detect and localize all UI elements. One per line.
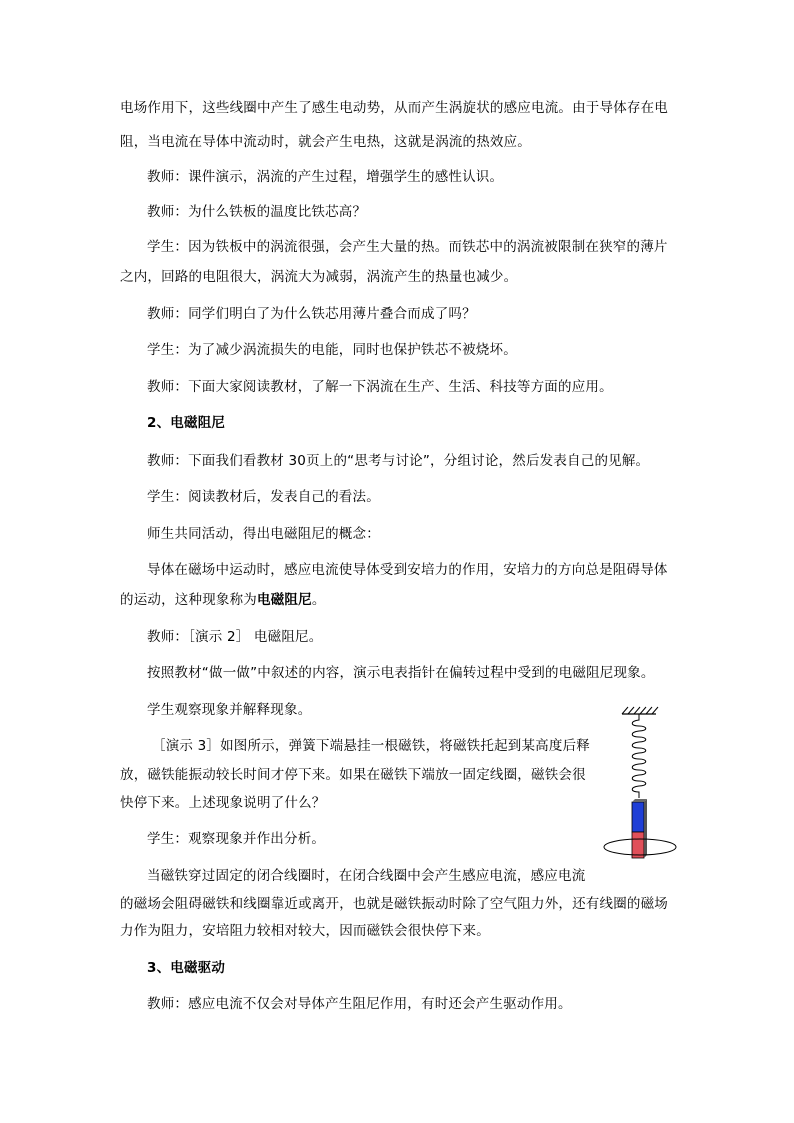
paragraph-line: 按照教材“做一做”中叙述的内容，演示电表指针在偏转过程中受到的电磁阻尼现象。 bbox=[147, 665, 655, 681]
paragraph-line: 学生观察现象并解释现象。 bbox=[147, 702, 312, 718]
paragraph-line: 学生：为了减少涡流损失的电能，同时也保护铁芯不被烧坏。 bbox=[147, 342, 517, 358]
paragraph-line: 教师：感应电流不仅会对导体产生阻尼作用，有时还会产生驱动作用。 bbox=[147, 996, 572, 1012]
ceiling-hatch bbox=[622, 707, 658, 714]
paragraph-line: 教师：下面大家阅读教材，了解一下涡流在生产、生活、科技等方面的应用。 bbox=[147, 379, 613, 395]
paragraph-line: 阻，当电流在导体中流动时，就会产生电热，这就是涡流的热效应。 bbox=[120, 134, 531, 150]
spring-icon bbox=[632, 714, 646, 798]
paragraph-line: 当磁铁穿过固定的闭合线圈时，在闭合线圈中会产生感应电流，感应电流 bbox=[147, 868, 586, 884]
paragraph-line: 教师：同学们明白了为什么铁芯用薄片叠合而成了吗？ bbox=[147, 306, 476, 322]
key-term: 电磁阻尼 bbox=[257, 592, 312, 608]
paragraph-line: 教师：为什么铁板的温度比铁芯高？ bbox=[147, 204, 367, 220]
paragraph-line: 学生：观察现象并作出分析。 bbox=[147, 831, 326, 847]
paragraph-line: 之内，回路的电阻很大，涡流大为减弱，涡流产生的热量也减少。 bbox=[120, 269, 518, 285]
paragraph-line: 学生：因为铁板中的涡流很强，会产生大量的热。而铁芯中的涡流被限制在狭窄的薄片 bbox=[147, 239, 668, 255]
paragraph-line: 教师：课件演示，涡流的产生过程，增强学生的感性认识。 bbox=[147, 169, 504, 185]
paragraph-line: ［演示 3］如图所示，弹簧下端悬挂一根磁铁，将磁铁托起到某高度后释 bbox=[152, 738, 590, 754]
paragraph-line: 导体在磁场中运动时，感应电流使导体受到安培力的作用，安培力的方向总是阻碍导体 bbox=[147, 562, 668, 578]
paragraph-line bbox=[120, 590, 326, 610]
paragraph-line: 教师：下面我们看教材 30页上的“思考与讨论”，分组讨论，然后发表自己的见解。 bbox=[147, 453, 650, 469]
line-text: 的运动，这种现象称为 bbox=[120, 592, 257, 608]
paragraph-line: 师生共同活动，得出电磁阻尼的概念： bbox=[147, 526, 380, 542]
paragraph-line: 电场作用下，这些线圈中产生了感生电动势，从而产生涡旋状的感应电流。由于导体存在电 bbox=[120, 100, 668, 116]
section-heading: 2、电磁阻尼 bbox=[147, 415, 226, 431]
paragraph-line: 放，磁铁能振动较长时间才停下来。如果在磁铁下端放一固定线圈，磁铁会很 bbox=[120, 767, 586, 783]
line-text: 。 bbox=[311, 592, 326, 608]
section-heading: 3、电磁驱动 bbox=[147, 960, 226, 976]
paragraph-line: 教师：［演示 2］ 电磁阻尼。 bbox=[147, 629, 323, 645]
paragraph-line: 的磁场会阻碍磁铁和线圈靠近或离开，也就是磁铁振动时除了空气阻力外，还有线圈的磁场 bbox=[120, 896, 668, 912]
paragraph-line: 学生：阅读教材后，发表自己的看法。 bbox=[147, 489, 380, 505]
magnet-north-half bbox=[632, 802, 644, 832]
paragraph-line: 快停下来。上述现象说明了什么？ bbox=[120, 795, 326, 811]
fixed-coil bbox=[600, 836, 680, 858]
paragraph-line: 力作为阻力，安培阻力较相对较大，因而磁铁会很快停下来。 bbox=[120, 923, 490, 939]
